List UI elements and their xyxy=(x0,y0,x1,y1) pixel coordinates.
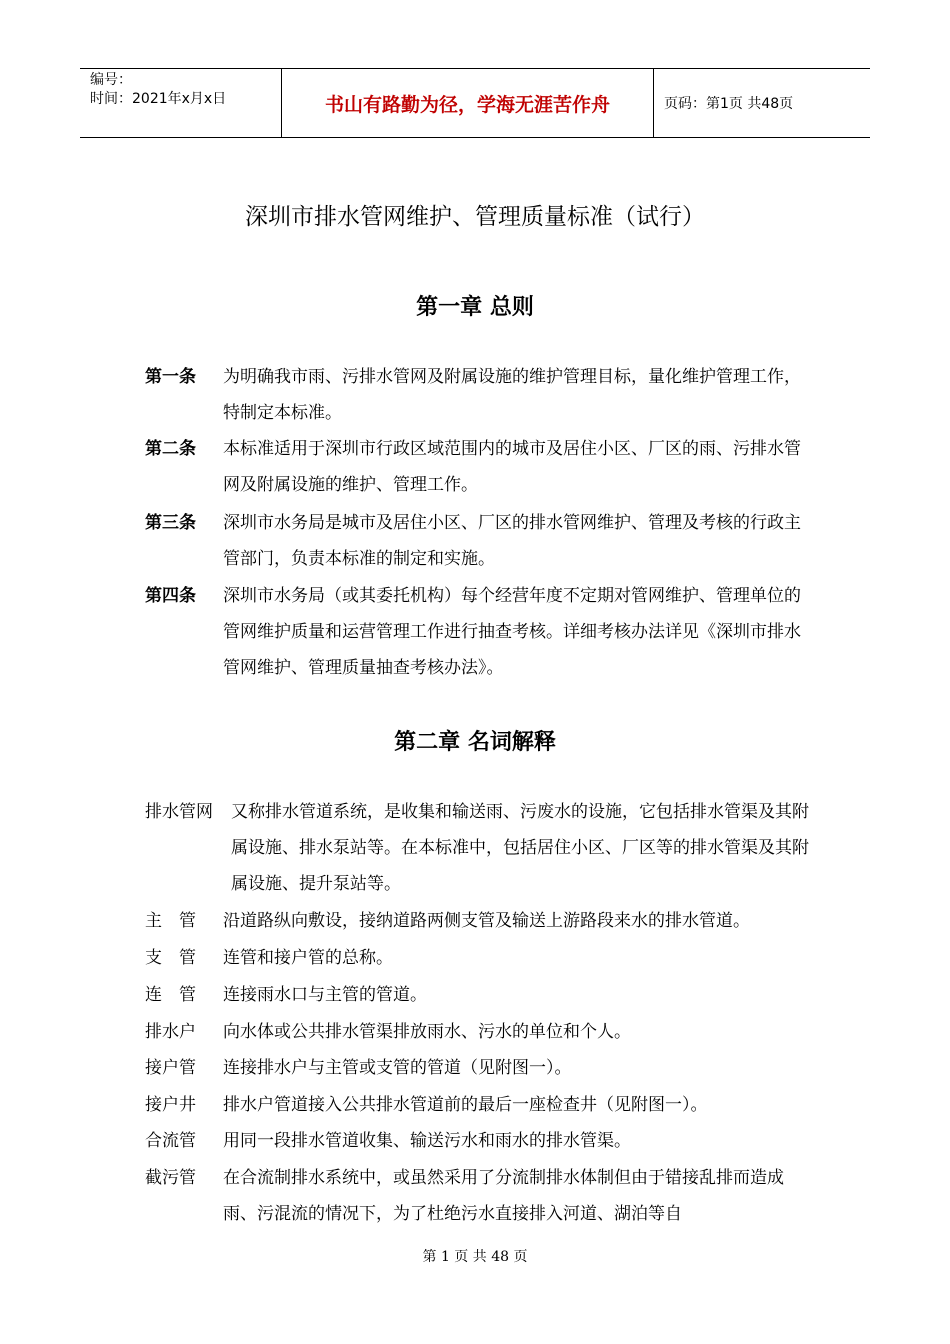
term-text: 连接雨水口与主管的管道。 xyxy=(223,985,427,1005)
term-text: 向水体或公共排水管渠排放雨水、污水的单位和个人。 xyxy=(223,1022,631,1042)
article-2 xyxy=(145,431,810,503)
term-text: 连管和接户管的总称。 xyxy=(223,948,393,968)
header-page-info: 页码：第1页 共48页 xyxy=(664,96,794,112)
term-label: 排水管网 xyxy=(145,802,213,822)
page-footer: 第 1 页 共 48 页 xyxy=(422,1249,528,1265)
term-label: 接户井 xyxy=(145,1095,196,1115)
term-interceptor-pipe xyxy=(145,1160,810,1232)
time-label: 时间：2021年x月x日 xyxy=(90,91,227,107)
term-branch-pipe xyxy=(145,940,810,976)
article-label: 第一条 xyxy=(145,367,196,387)
term-label: 截污管 xyxy=(145,1168,196,1188)
article-label: 第三条 xyxy=(145,513,196,533)
number-label: 编号： xyxy=(90,72,132,88)
term-text: 在合流制排水系统中，或虽然采用了分流制排水体制但由于错接乱排而造成雨、污混流的情况下，为了杜绝污水直接排入河道、湖泊等自 xyxy=(223,1168,784,1224)
term-text: 用同一段排水管道收集、输送污水和雨水的排水管渠。 xyxy=(223,1131,631,1151)
term-discharger xyxy=(145,1014,810,1050)
article-label: 第二条 xyxy=(145,439,196,459)
term-combined-pipe xyxy=(145,1123,810,1159)
header-motto: 书山有路勤为径，学海无涯苦作舟 xyxy=(282,69,654,137)
term-label: 接户管 xyxy=(145,1058,196,1078)
term-label: 主 管 xyxy=(145,911,196,931)
term-text: 又称排水管道系统，是收集和输送雨、污废水的设施，它包括排水管渠及其附属设施、排水泵站等。在本标准中，包括居住小区、厂区等的排水管渠及其附属设施、提升泵站等。 xyxy=(231,802,809,894)
term-drainage-network xyxy=(145,794,810,902)
term-label: 连 管 xyxy=(145,985,196,1005)
document-header xyxy=(80,68,870,138)
article-4 xyxy=(145,578,810,686)
term-main-pipe xyxy=(145,903,810,939)
document-title: 深圳市排水管网维护、管理质量标准（试行） xyxy=(245,204,705,230)
article-label: 第四条 xyxy=(145,586,196,606)
term-text: 沿道路纵向敷设，接纳道路两侧支管及输送上游路段来水的排水管道。 xyxy=(223,911,750,931)
article-text: 深圳市水务局（或其委托机构）每个经营年度不定期对管网维护、管理单位的管网维护质量和运营管理工作进行抽查考核。详细考核办法详见《深圳市排水管网维护、管理质量抽查考核办法》。 xyxy=(223,586,801,678)
header-meta xyxy=(80,69,282,137)
article-text: 为明确我市雨、污排水管网及附属设施的维护管理目标，量化维护管理工作，特制定本标准。 xyxy=(223,367,801,423)
article-3 xyxy=(145,505,810,577)
term-label: 支 管 xyxy=(145,948,196,968)
article-text: 本标准适用于深圳市行政区域范围内的城市及居住小区、厂区的雨、污排水管网及附属设施的维护、管理工作。 xyxy=(223,439,801,495)
article-text: 深圳市水务局是城市及居住小区、厂区的排水管网维护、管理及考核的行政主管部门，负责本标准的制定和实施。 xyxy=(223,513,801,569)
term-label: 排水户 xyxy=(145,1022,196,1042)
term-house-connection-pipe xyxy=(145,1050,810,1086)
term-text: 排水户管道接入公共排水管道前的最后一座检查井（见附图一）。 xyxy=(223,1095,708,1115)
article-1 xyxy=(145,359,810,431)
chapter-1-heading: 第一章 总则 xyxy=(416,295,534,320)
term-house-connection-well xyxy=(145,1087,810,1123)
term-text: 连接排水户与主管或支管的管道（见附图一）。 xyxy=(223,1058,572,1078)
chapter-2-heading: 第二章 名词解释 xyxy=(394,730,556,755)
term-connecting-pipe xyxy=(145,977,810,1013)
term-label: 合流管 xyxy=(145,1131,196,1151)
